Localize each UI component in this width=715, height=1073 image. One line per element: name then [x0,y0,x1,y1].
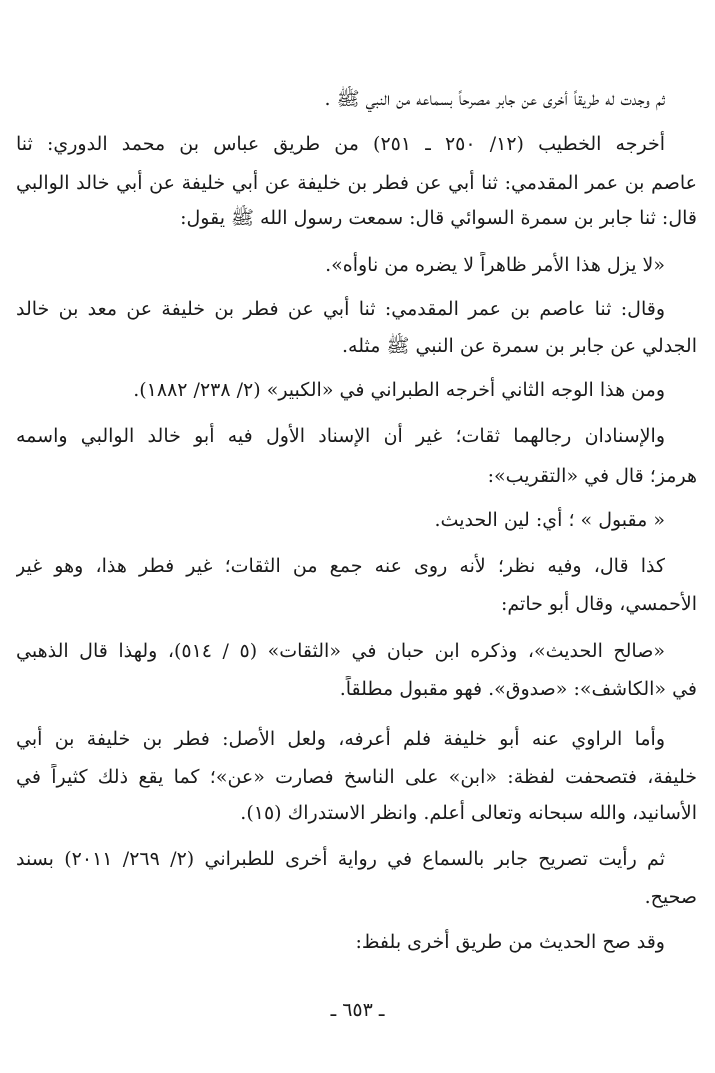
page-number: ـ ٦٥٣ ـ [330,999,385,1021]
text-line: أخرجه الخطيب (١٢/ ٢٥٠ ـ ٢٥١) من طريق عباس بن محمد الدوري: ثنا [16,133,665,155]
text-line: قال: ثنا جابر بن سمرة السوائي قال: سمعت رسول الله ﷺ يقول: [180,207,697,229]
text-line: وأما الراوي عنه أبو خليفة فلم أعرفه، ولعل الأصل: فطر بن خليفة بن أبي [16,728,665,750]
text-line: في «الكاشف»: «صدوق». فهو مقبول مطلقاً. [339,678,697,700]
text-line: «صالح الحديث»، وذكره ابن حبان في «الثقات» (٥ / ٥١٤)، ولهذا قال الذهبي [16,640,665,662]
text-line: هرمز؛ قال في «التقريب»: [487,465,697,487]
text-line: عاصم بن عمر المقدمي: ثنا أبي عن فطر بن خليفة عن أبي خليفة عن أبي خالد الوالبي [16,172,697,194]
text-line: « مقبول » ؛ أي: لين الحديث. [434,509,665,531]
text-line: الأحمسي، وقال أبو حاتم: [501,593,697,615]
text-line: وقال: ثنا عاصم بن عمر المقدمي: ثنا أبي عن فطر بن خليفة عن معد بن خالد [16,298,665,320]
text-line: الجدلي عن جابر بن سمرة عن النبي ﷺ مثله. [342,335,697,357]
text-line: ثم رأيت تصريح جابر بالسماع في رواية أخرى للطبراني (٢/ ٢٦٩/ ٢٠١١) بسند [16,848,665,870]
text-line: الأسانيد، والله سبحانه وتعالى أعلم. وانظر الاستدراك (١٥). [240,802,697,824]
text-line: ثم وجدت له طريقاً أخرى عن جابر مصرحاً بسماعه من النبي ﷺ . [324,88,665,110]
text-line: وقد صح الحديث من طريق أخرى بلفظ: [355,931,665,953]
text-line: ومن هذا الوجه الثاني أخرجه الطبراني في «الكبير» (٢/ ٢٣٨/ ١٨٨٢). [133,379,665,401]
text-line: «لا يزل هذا الأمر ظاهراً لا يضره من ناوأه». [325,254,665,276]
text-line: والإسنادان رجالهما ثقات؛ غير أن الإسناد الأول فيه أبو خالد الوالبي واسمه [16,425,665,447]
text-line: صحيح. [644,886,697,908]
text-line: كذا قال، وفيه نظر؛ لأنه روى عنه جمع من الثقات؛ غير فطر هذا، وهو غير [16,555,665,577]
text-line: خليفة، فتصحفت لفظة: «ابن» على الناسخ فصارت «عن»؛ كما يقع ذلك كثيراً في [16,766,697,788]
